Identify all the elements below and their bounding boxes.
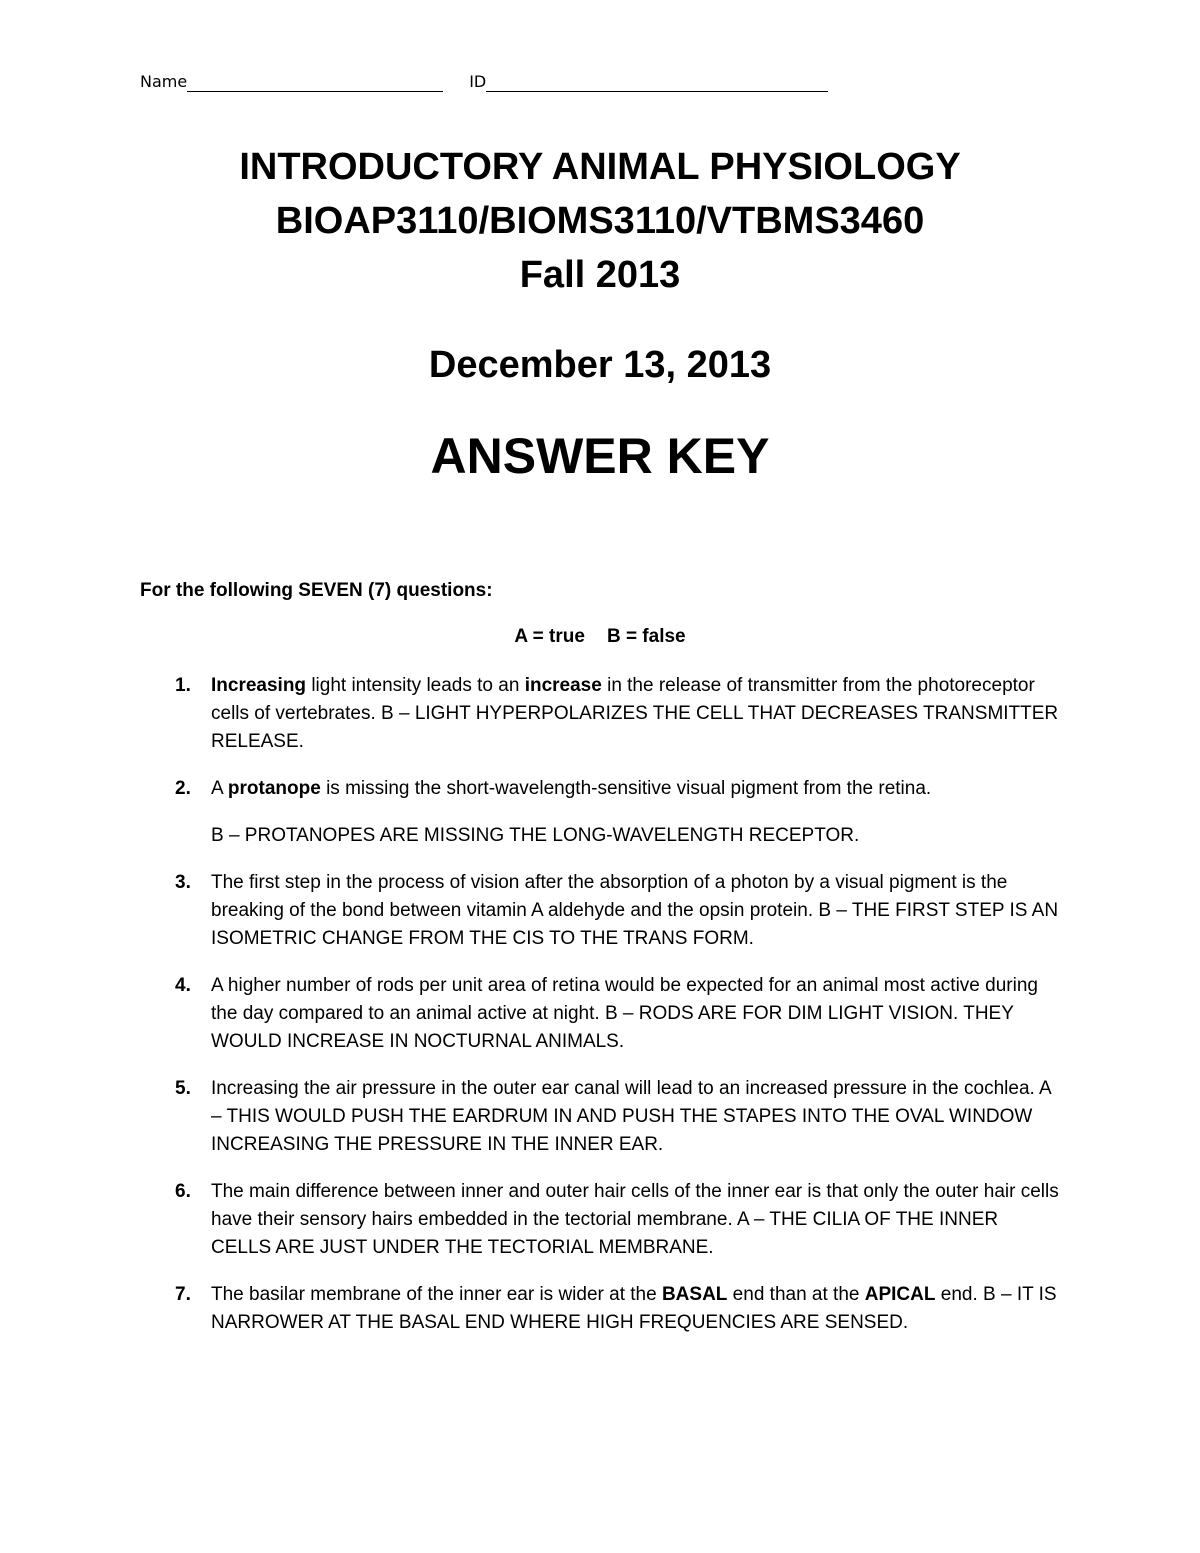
question-item (140, 775, 1060, 850)
semester: Fall 2013 (519, 254, 681, 296)
question-item (140, 672, 1060, 756)
answer-key-heading: ANSWER KEY (430, 428, 770, 484)
instructions: For the following SEVEN (7) questions: (140, 580, 493, 601)
question-text: A higher number of rods per unit area of retina would be expected for an animal most active during the day compared to an animal active at night. B – RODS ARE FOR DIM LIGHT VISION. THEY WOULD INCREASE IN NOCTURNAL ANIMALS. (211, 975, 1038, 1052)
question-number: 6. (175, 1181, 191, 1202)
id-label: ID (469, 72, 487, 91)
question-list (140, 672, 1060, 1356)
question-item (140, 1281, 1060, 1337)
course-title: INTRODUCTORY ANIMAL PHYSIOLOGY (239, 146, 961, 188)
question-item (140, 972, 1060, 1056)
question-number: 7. (175, 1284, 191, 1305)
question-text: The first step in the process of vision after the absorption of a photon by a visual pigment is the breaking of the bond between vitamin A aldehyde and the opsin protein. B – THE FIRST STEP IS AN ISOMETRIC CHANGE FROM THE CIS TO THE TRANS FORM. (211, 872, 1059, 949)
title-block (0, 140, 1200, 486)
name-label: Name (140, 72, 188, 91)
question-text: The basilar membrane of the inner ear is wider at the BASAL end than at the APICAL end. B – IT IS NARROWER AT THE BASAL END WHERE HIGH FREQUENCIES ARE SENSED. (211, 1284, 1057, 1333)
course-codes: BIOAP3110/BIOMS3110/VTBMS3460 (275, 200, 925, 242)
question-text: Increasing light intensity leads to an increase in the release of transmitter from the photoreceptor cells of vertebrates. B – LIGHT HYPERPOLARIZES THE CELL THAT DECREASES TRANSMITTER RELEASE. (211, 675, 1059, 752)
name-field-line[interactable] (187, 73, 443, 92)
answer-legend (0, 624, 1200, 650)
question-number: 4. (175, 975, 191, 996)
exam-date: December 13, 2013 (428, 344, 772, 386)
legend-false: B = false (606, 626, 686, 647)
student-info-header (140, 72, 828, 92)
question-text: A protanope is missing the short-wavelength-sensitive visual pigment from the retina. (211, 778, 932, 799)
question-item (140, 869, 1060, 953)
question-text: The main difference between inner and outer hair cells of the inner ear is that only the outer hair cells have their sensory hairs embedded in the tectorial membrane. A – THE CILIA OF THE INNER CELLS ARE JUST UNDER THE TECTORIAL MEMBRANE. (211, 1181, 1059, 1258)
question-number: 1. (175, 675, 191, 696)
question-item (140, 1075, 1060, 1159)
id-field-line[interactable] (486, 73, 828, 92)
question-number: 2. (175, 778, 191, 799)
legend-true: A = true (514, 626, 585, 647)
question-text: Increasing the air pressure in the outer ear canal will lead to an increased pressure in the cochlea. A – THIS WOULD PUSH THE EARDRUM IN AND PUSH THE STAPES INTO THE OVAL WINDOW INCREASING THE PRESSURE IN THE INNER EAR. (211, 1078, 1051, 1155)
question-item (140, 1178, 1060, 1262)
question-number: 5. (175, 1078, 191, 1099)
question-answer: B – PROTANOPES ARE MISSING THE LONG-WAVELENGTH RECEPTOR. (211, 825, 860, 846)
question-number: 3. (175, 872, 191, 893)
